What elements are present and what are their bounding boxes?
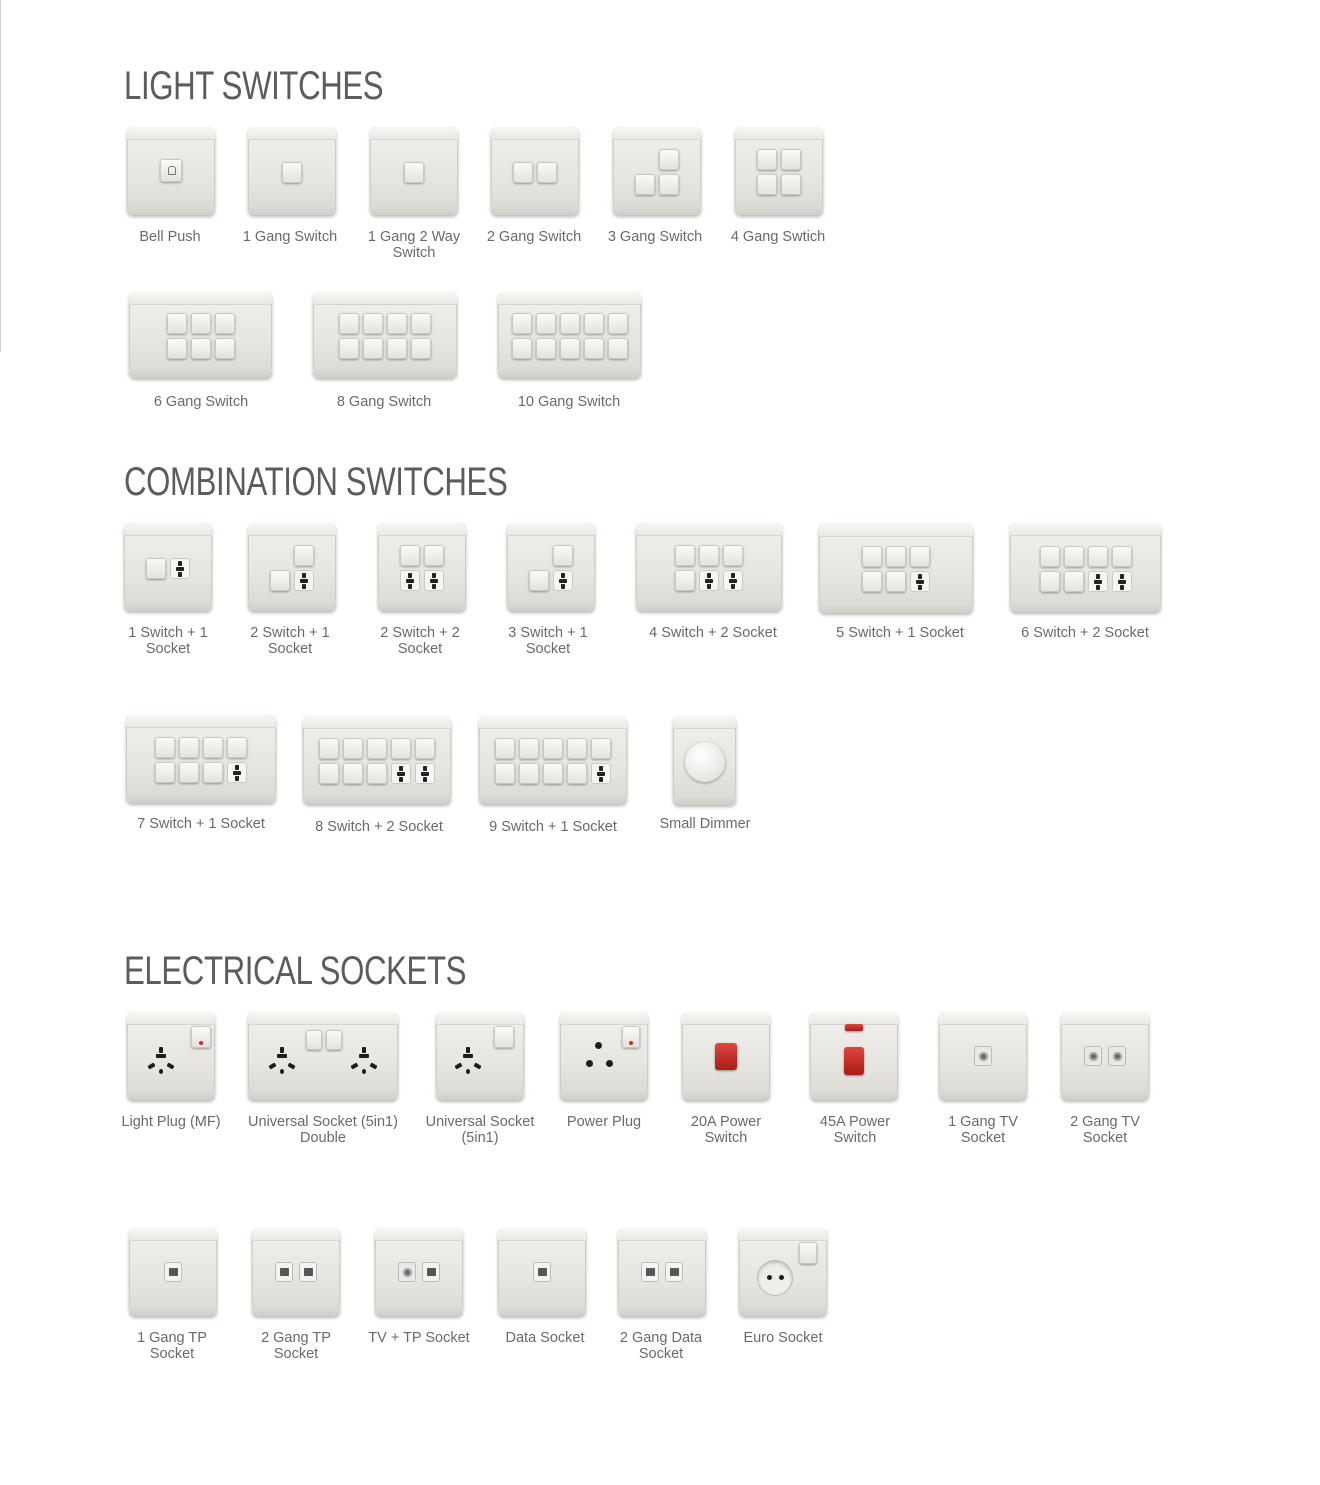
socket-pin [159, 1069, 163, 1074]
socket-pin [302, 573, 306, 578]
socket-pin [473, 1063, 481, 1070]
switch-rocker [179, 762, 199, 783]
page-edge-line [0, 0, 1, 352]
8-switch-2-socket-image [303, 716, 451, 804]
socket-pin [1118, 580, 1126, 584]
switch-rocker [512, 338, 532, 359]
section-title-light-switches: LIGHT SWITCHES [124, 64, 384, 108]
switch-rocker [167, 313, 187, 334]
switch-rocker [339, 338, 359, 359]
socket-outlet [1088, 571, 1108, 592]
socket-pin [430, 579, 438, 583]
6-switch-2-socket-label: 6 Switch + 2 Socket [1021, 625, 1149, 641]
socket-pin [454, 1063, 462, 1070]
small-dimmer-image [673, 716, 736, 805]
switch-rocker [529, 570, 549, 591]
socket-pin [916, 580, 924, 584]
euro-socket-image [739, 1228, 827, 1316]
tv-tp-socket-label: TV + TP Socket [368, 1330, 470, 1346]
switch-rocker [343, 763, 363, 784]
socket-pin [147, 1063, 155, 1070]
socket-pin [280, 1047, 284, 1053]
8-gang-switch-label: 8 Gang Switch [336, 394, 432, 410]
socket-pin [408, 584, 412, 589]
45a-power-switch-image [810, 1012, 898, 1100]
switch-rocker [608, 338, 628, 359]
power-plug-label: Power Plug [566, 1114, 642, 1130]
switch-rocker [306, 1030, 322, 1050]
switch-rocker [363, 313, 383, 334]
4-gang-swtich-label: 4 Gang Swtich [730, 229, 826, 245]
universal-socket-5in1-image [436, 1012, 524, 1100]
switch-rocker [167, 338, 187, 359]
socket-pin [235, 765, 239, 770]
switch-rocker [326, 1030, 342, 1050]
euro-socket-label: Euro Socket [743, 1330, 823, 1346]
neon-indicator [845, 1024, 863, 1031]
switch-rocker [400, 545, 420, 566]
socket-pin [707, 573, 711, 578]
socket-pin [287, 1063, 295, 1070]
socket-pin [233, 771, 241, 775]
bell-icon [168, 166, 176, 175]
socket-outlet [400, 570, 420, 591]
switch-rocker [155, 762, 175, 783]
socket-outlet [723, 570, 743, 591]
8-gang-switch-image [313, 292, 457, 378]
switch-rocker [781, 149, 801, 170]
socket-outlet [553, 570, 573, 591]
switch-rocker [270, 570, 290, 591]
switch-rocker [294, 545, 314, 566]
3-gang-switch-image [613, 127, 701, 215]
socket-outlet [699, 570, 719, 591]
switch-rocker [536, 313, 556, 334]
6-switch-2-socket-image [1010, 523, 1161, 612]
socket-pin [300, 579, 308, 583]
bell-push-image [127, 127, 215, 215]
tv-coax-port [1108, 1046, 1126, 1066]
switch-rocker [319, 763, 339, 784]
socket-pin [767, 1275, 772, 1280]
euro-socket-face [757, 1260, 793, 1296]
switch-rocker [415, 738, 435, 759]
switch-rocker [282, 162, 302, 183]
switch-rocker [537, 162, 557, 183]
2-gang-data-socket-label: 2 Gang Data Socket [619, 1330, 703, 1362]
switch-rocker [699, 545, 719, 566]
switch-rocker [1040, 571, 1060, 592]
switch-rocker [567, 763, 587, 784]
4-switch-2-socket-image [636, 523, 782, 611]
socket-pin [421, 772, 429, 776]
1-gang-switch-label: 1 Gang Switch [242, 229, 338, 245]
socket-pin [586, 1060, 593, 1067]
socket-pin [362, 1069, 366, 1074]
rj-jack [665, 1262, 683, 1282]
switch-rocker [179, 737, 199, 758]
dimmer-knob [685, 742, 725, 782]
indicator-led [199, 1041, 203, 1045]
tv-coax-port [398, 1262, 416, 1282]
socket-pin [423, 777, 427, 782]
switch-rocker [543, 738, 563, 759]
switch-rocker [191, 338, 211, 359]
tv-coax-port [974, 1046, 992, 1066]
switch-rocker [404, 162, 424, 183]
socket-pin [707, 584, 711, 589]
9-switch-1-socket-label: 9 Switch + 1 Socket [489, 819, 617, 835]
section-title-electrical-sockets: ELECTRICAL SOCKETS [124, 949, 467, 993]
socket-pin [705, 579, 713, 583]
switch-rocker [591, 738, 611, 759]
socket-pin [397, 772, 405, 776]
socket-pin [432, 573, 436, 578]
tv-coax-port [1084, 1046, 1102, 1066]
2-gang-switch-label: 2 Gang Switch [486, 229, 582, 245]
data-socket-image [498, 1228, 586, 1316]
socket-pin [561, 573, 565, 578]
switch-rocker [513, 162, 533, 183]
switch-rocker [494, 1026, 514, 1048]
switch-rocker [411, 313, 431, 334]
switch-rocker [584, 313, 604, 334]
switch-rocker [203, 762, 223, 783]
switch-rocker [1064, 571, 1084, 592]
socket-pin [362, 1047, 366, 1053]
switch-rocker [886, 571, 906, 592]
1-gang-tp-socket-label: 1 Gang TP Socket [137, 1330, 207, 1362]
switch-rocker [215, 313, 235, 334]
rj-jack [164, 1262, 182, 1282]
3-switch-1-socket-label: 3 Switch + 1 Socket [508, 625, 588, 657]
switch-rocker [799, 1242, 817, 1264]
switch-rocker [343, 738, 363, 759]
socket-outlet [424, 570, 444, 591]
socket-outlet [591, 763, 611, 784]
socket-outlet [391, 763, 411, 784]
2-gang-tp-socket-label: 2 Gang TP Socket [261, 1330, 331, 1362]
switch-rocker [584, 338, 604, 359]
switch-rocker [1040, 546, 1060, 567]
switch-rocker [757, 149, 777, 170]
socket-pin [406, 579, 414, 583]
switch-rocker [781, 174, 801, 195]
socket-pin [597, 772, 605, 776]
switch-rocker [495, 738, 515, 759]
socket-pin [1096, 574, 1100, 579]
1-switch-1-socket-image [124, 523, 212, 611]
tv-tp-socket-image [375, 1228, 463, 1316]
socket-pin [408, 573, 412, 578]
45a-power-switch-label: 45A Power Switch [819, 1114, 891, 1146]
switch-rocker [495, 763, 515, 784]
socket-outlet [415, 763, 435, 784]
socket-pin [159, 1047, 163, 1053]
switch-rocker [203, 737, 223, 758]
switch-rocker [411, 338, 431, 359]
socket-pin [156, 1054, 166, 1058]
bell-push-label: Bell Push [139, 229, 201, 245]
socket-pin [731, 573, 735, 578]
10-gang-switch-label: 10 Gang Switch [517, 394, 621, 410]
switch-rocker [723, 545, 743, 566]
1-gang-2-way-switch-image [370, 127, 458, 215]
switch-rocker [910, 546, 930, 567]
socket-pin [423, 766, 427, 771]
rj-jack [299, 1262, 317, 1282]
20a-power-switch-label: 20A Power Switch [690, 1114, 762, 1146]
socket-pin [399, 777, 403, 782]
switch-rocker [536, 338, 556, 359]
switch-rocker [367, 738, 387, 759]
power-plug-image [560, 1012, 648, 1100]
socket-pin [235, 776, 239, 781]
rj-jack [533, 1262, 551, 1282]
2-switch-2-socket-image [378, 523, 466, 611]
rj-jack [641, 1262, 659, 1282]
switch-rocker [560, 313, 580, 334]
socket-outlet [227, 762, 247, 783]
switch-rocker [862, 571, 882, 592]
socket-pin [595, 1042, 602, 1049]
switch-rocker [339, 313, 359, 334]
switch-rocker [387, 313, 407, 334]
socket-pin [178, 572, 182, 577]
universal-socket-5in1-double-image [248, 1012, 398, 1100]
1-gang-tp-socket-image [129, 1228, 217, 1316]
socket-pin [277, 1054, 287, 1058]
5-switch-1-socket-label: 5 Switch + 1 Socket [836, 625, 964, 641]
light-plug-mf-label: Light Plug (MF) [121, 1114, 221, 1130]
socket-pin [369, 1063, 377, 1070]
rj-jack [275, 1262, 293, 1282]
3-switch-1-socket-image [507, 523, 595, 611]
socket-pin [599, 777, 603, 782]
1-switch-1-socket-label: 1 Switch + 1 Socket [128, 625, 208, 657]
switch-rocker [862, 546, 882, 567]
socket-pin [729, 579, 737, 583]
switch-rocker [215, 338, 235, 359]
socket-pin [268, 1063, 276, 1070]
switch-rocker [608, 313, 628, 334]
switch-rocker [675, 570, 695, 591]
switch-rocker [635, 174, 655, 195]
switch-rocker [553, 545, 573, 566]
section-title-combination-switches: COMBINATION SWITCHES [124, 460, 508, 504]
20a-power-switch-image [682, 1012, 770, 1100]
switch-rocker [146, 558, 166, 579]
switch-rocker [191, 313, 211, 334]
socket-outlet [910, 571, 930, 592]
4-switch-2-socket-label: 4 Switch + 2 Socket [649, 625, 777, 641]
switch-rocker [757, 174, 777, 195]
indicator-led [629, 1041, 633, 1045]
universal-socket-5in1-double-label: Universal Socket (5in1) Double [248, 1114, 398, 1146]
switch-rocker [363, 338, 383, 359]
socket-pin [918, 585, 922, 590]
switch-rocker [567, 738, 587, 759]
switch-rocker [560, 338, 580, 359]
socket-pin [561, 584, 565, 589]
1-gang-switch-image [248, 127, 336, 215]
socket-outlet [1112, 571, 1132, 592]
socket-outlet [294, 570, 314, 591]
socket-pin [1096, 585, 1100, 590]
3-gang-switch-label: 3 Gang Switch [607, 229, 703, 245]
10-gang-switch-image [498, 292, 641, 378]
socket-pin [302, 584, 306, 589]
6-gang-switch-label: 6 Gang Switch [153, 394, 249, 410]
switch-rocker [659, 149, 679, 170]
switch-rocker [543, 763, 563, 784]
1-gang-2-way-switch-label: 1 Gang 2 Way Switch [367, 229, 461, 261]
9-switch-1-socket-image [479, 716, 627, 804]
5-switch-1-socket-image [819, 523, 973, 613]
switch-rocker [1064, 546, 1084, 567]
socket-pin [779, 1275, 784, 1280]
6-gang-switch-image [129, 292, 272, 378]
socket-pin [918, 574, 922, 579]
switch-rocker [512, 313, 532, 334]
socket-pin [731, 584, 735, 589]
socket-pin [359, 1054, 369, 1058]
socket-pin [606, 1060, 613, 1067]
rj-jack [422, 1262, 440, 1282]
light-plug-mf-image [127, 1012, 215, 1100]
socket-pin [166, 1063, 174, 1070]
socket-pin [466, 1069, 470, 1074]
socket-pin [559, 579, 567, 583]
socket-pin [1094, 580, 1102, 584]
switch-rocker [519, 763, 539, 784]
switch-rocker [227, 737, 247, 758]
socket-pin [466, 1047, 470, 1053]
switch-rocker [391, 738, 411, 759]
socket-pin [1120, 574, 1124, 579]
switch-rocker [1112, 546, 1132, 567]
switch-rocker [1088, 546, 1108, 567]
2-gang-switch-image [491, 127, 579, 215]
socket-pin [399, 766, 403, 771]
socket-pin [280, 1069, 284, 1074]
4-gang-swtich-image [735, 127, 823, 215]
switch-rocker [424, 545, 444, 566]
switch-rocker [659, 174, 679, 195]
socket-pin [463, 1054, 473, 1058]
socket-outlet [170, 558, 190, 579]
2-switch-2-socket-label: 2 Switch + 2 Socket [380, 625, 460, 657]
2-gang-data-socket-image [618, 1228, 706, 1316]
8-switch-2-socket-label: 8 Switch + 2 Socket [315, 819, 443, 835]
socket-pin [432, 584, 436, 589]
switch-rocker [319, 738, 339, 759]
2-gang-tp-socket-image [252, 1228, 340, 1316]
small-dimmer-label: Small Dimmer [659, 816, 751, 832]
universal-socket-5in1-label: Universal Socket (5in1) [425, 1114, 535, 1146]
7-switch-1-socket-image [126, 715, 276, 803]
red-rocker-switch [715, 1043, 737, 1070]
switch-rocker [387, 338, 407, 359]
switch-rocker [155, 737, 175, 758]
socket-pin [350, 1063, 358, 1070]
2-switch-1-socket-label: 2 Switch + 1 Socket [250, 625, 330, 657]
switch-rocker [675, 545, 695, 566]
7-switch-1-socket-label: 7 Switch + 1 Socket [137, 816, 265, 832]
switch-rocker [367, 763, 387, 784]
red-rocker-switch [844, 1047, 864, 1075]
socket-pin [1120, 585, 1124, 590]
socket-pin [599, 766, 603, 771]
switch-rocker [886, 546, 906, 567]
switch-rocker [519, 738, 539, 759]
socket-pin [176, 567, 184, 571]
1-gang-tv-socket-label: 1 Gang TV Socket [948, 1114, 1018, 1146]
socket-pin [178, 561, 182, 566]
2-gang-tv-socket-label: 2 Gang TV Socket [1070, 1114, 1140, 1146]
1-gang-tv-socket-image [939, 1012, 1027, 1100]
data-socket-label: Data Socket [505, 1330, 585, 1346]
2-gang-tv-socket-image [1061, 1012, 1149, 1100]
2-switch-1-socket-image [248, 523, 336, 611]
